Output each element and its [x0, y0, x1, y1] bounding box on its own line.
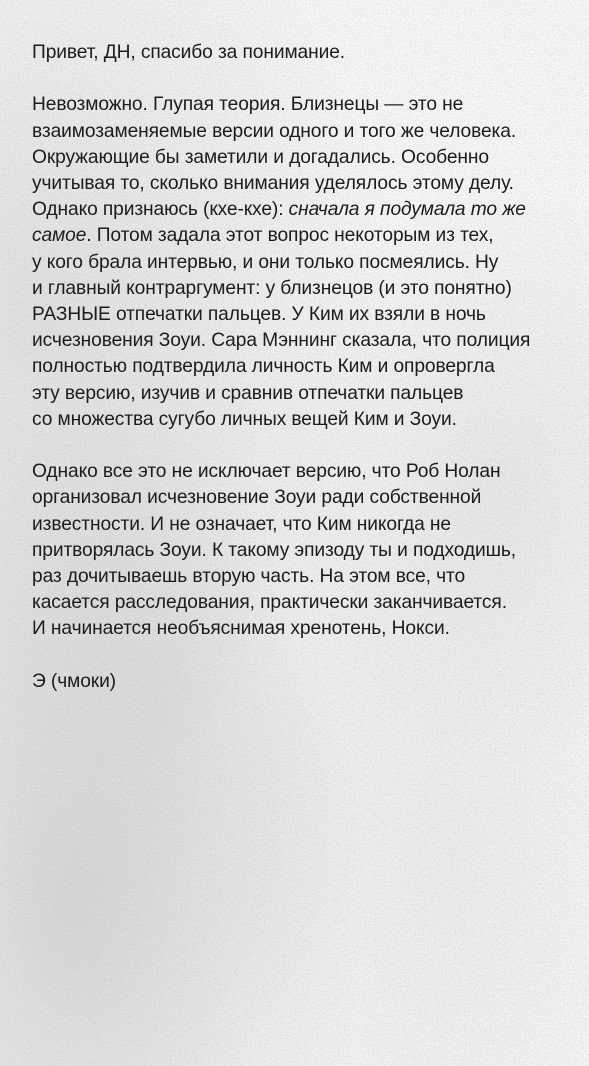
letter-body	[32, 40, 588, 721]
text-line: притворялась Зоуи. К такому эпизоду ты и подходишь,	[32, 539, 517, 561]
paragraph-investigation	[32, 459, 588, 642]
text-line: И начинается необъяснимая хренотень, Нокси.	[32, 618, 450, 640]
text-line: взаимозаменяемые версии одного и того же человека.	[32, 120, 517, 142]
greeting-line: Привет, ДН, спасибо за понимание.	[32, 42, 346, 63]
text-line: учитывая то, сколько внимания уделялось этому делу.	[32, 173, 514, 194]
text-line: раз дочитываешь вторую часть. На этом все, что	[32, 566, 466, 588]
italic-fragment: сначала я подумала то же	[288, 199, 526, 221]
text-line: со множества сугубо личных вещей Ким и Зоуи.	[32, 408, 457, 430]
text-line: РАЗНЫЕ отпечатки пальцев. У Ким их взяли в ночь	[32, 304, 486, 326]
paragraph-twins-theory	[32, 92, 588, 433]
greeting-paragraph	[32, 40, 588, 66]
signoff-paragraph	[32, 669, 588, 695]
text-line: организовал исчезновение Зоуи ради собственной	[32, 487, 482, 509]
text-line: известности. И не означает, что Ким никогда не	[32, 513, 452, 535]
text-line: исчезновения Зоуи. Сара Мэннинг сказала, что полиция	[32, 330, 531, 352]
text-line: Однако все это не исключает версию, что Роб Нолан	[32, 461, 501, 483]
text-line: и главный контраргумент: у близнецов (и это понятно)	[32, 277, 512, 299]
italic-fragment: самое	[32, 225, 87, 247]
text-line: эту версию, изучив и сравнив отпечатки пальцев	[32, 382, 464, 404]
signoff-line: Э (чмоки)	[32, 670, 116, 692]
text-line	[32, 197, 588, 223]
text-fragment: . Потом задала этот вопрос некоторым из тех,	[86, 225, 494, 247]
text-line: у кого брала интервью, и они только посмеялись. Ну	[32, 251, 499, 273]
text-line: касается расследования, практически заканчивается.	[32, 592, 507, 614]
text-line: Окружающие бы заметили и догадались. Особенно	[32, 146, 489, 168]
text-line: Невозможно. Глупая теория. Близнецы — это не	[32, 94, 464, 116]
text-line: полностью подтвердила личность Ким и опровергла	[32, 356, 495, 378]
text-fragment: Однако признаюсь (кхе-кхе):	[32, 199, 289, 221]
text-line	[32, 223, 588, 249]
